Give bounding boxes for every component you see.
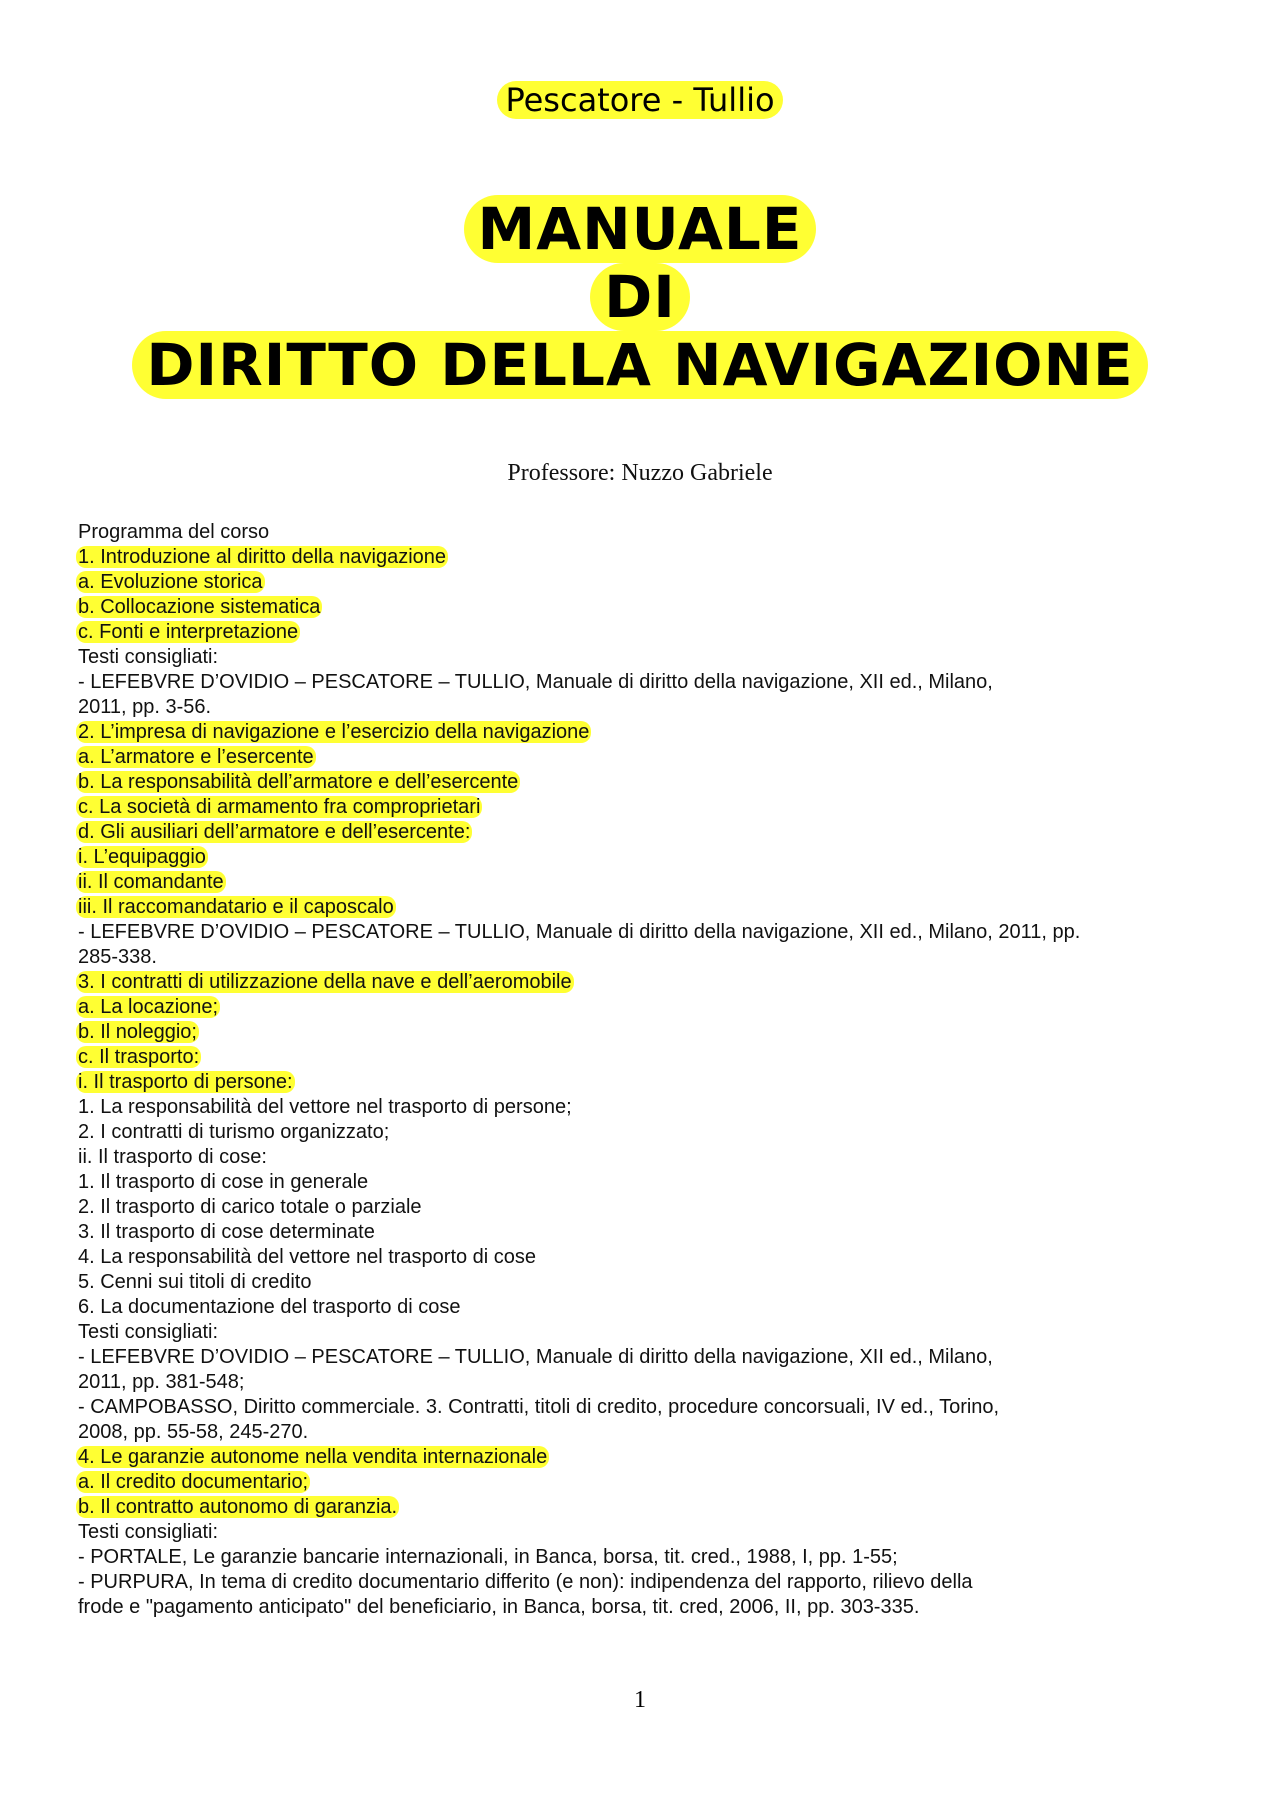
highlighted-text: b. La responsabilità dell’armatore e dell’esercente	[78, 771, 519, 793]
program-line	[78, 595, 1208, 620]
program-line	[78, 1495, 1208, 1520]
program-line	[78, 1295, 1208, 1320]
program-line	[78, 520, 1208, 545]
highlighted-text: c. La società di armamento fra comproprietari	[78, 796, 481, 818]
program-line	[78, 845, 1208, 870]
title-line	[0, 331, 1280, 399]
highlighted-text: a. Il credito documentario;	[78, 1471, 309, 1493]
title-line-2: DI	[590, 263, 690, 331]
program-line	[78, 895, 1208, 920]
line-text: ii. Il trasporto di cose:	[78, 1146, 267, 1168]
line-text: frode e "pagamento anticipato" del beneficiario, in Banca, borsa, tit. cred, 2006, II, pp. 303-335.	[78, 1596, 920, 1618]
highlighted-text: 3. I contratti di utilizzazione della nave e dell’aeromobile	[78, 971, 572, 993]
program-line	[78, 720, 1208, 745]
program-line	[78, 570, 1208, 595]
authors-heading	[0, 80, 1280, 120]
highlighted-text: a. Evoluzione storica	[78, 571, 263, 593]
line-text: 285-338.	[78, 946, 157, 968]
authors-text: Pescatore - Tullio	[497, 81, 782, 119]
line-text: Programma del corso	[78, 521, 270, 543]
line-text: - LEFEBVRE D’OVIDIO – PESCATORE – TULLIO, Manuale di diritto della navigazione, XII ed., Milano,	[78, 671, 993, 693]
program-line	[78, 545, 1208, 570]
highlighted-text: iii. Il raccomandatario e il caposcalo	[78, 896, 394, 918]
highlighted-text: b. Collocazione sistematica	[78, 596, 321, 618]
program-line	[78, 1520, 1208, 1545]
highlighted-text: 2. L’impresa di navigazione e l’esercizio della navigazione	[78, 721, 590, 743]
highlighted-text: 1. Introduzione al diritto della navigazione	[78, 546, 447, 568]
line-text: Testi consigliati:	[78, 646, 219, 668]
highlighted-text: a. L’armatore e l’esercente	[78, 746, 314, 768]
program-line	[78, 870, 1208, 895]
line-text: - LEFEBVRE D’OVIDIO – PESCATORE – TULLIO, Manuale di diritto della navigazione, XII ed., Milano, 2011, pp.	[78, 921, 1081, 943]
program-line	[78, 1095, 1208, 1120]
program-line	[78, 1570, 1208, 1595]
program-line	[78, 1320, 1208, 1345]
program-line	[78, 945, 1208, 970]
program-line	[78, 1470, 1208, 1495]
program-line	[78, 695, 1208, 720]
line-text: 2008, pp. 55-58, 245-270.	[78, 1421, 309, 1443]
course-program	[78, 520, 1208, 1620]
program-line	[78, 1170, 1208, 1195]
professor-line: Professore: Nuzzo Gabriele	[507, 460, 773, 486]
program-line	[78, 670, 1208, 695]
line-text: Testi consigliati:	[78, 1321, 219, 1343]
highlighted-text: i. Il trasporto di persone:	[78, 1071, 293, 1093]
program-line	[78, 995, 1208, 1020]
highlighted-text: c. Il trasporto:	[78, 1046, 200, 1068]
line-text: 5. Cenni sui titoli di credito	[78, 1271, 312, 1293]
line-text: - PORTALE, Le garanzie bancarie internazionali, in Banca, borsa, tit. cred., 1988, I, pp. 1-55;	[78, 1546, 898, 1568]
line-text: 3. Il trasporto di cose determinate	[78, 1221, 375, 1243]
program-line	[78, 920, 1208, 945]
program-line	[78, 1370, 1208, 1395]
document-title	[0, 195, 1280, 399]
line-text: - PURPURA, In tema di credito documentario differito (e non): indipendenza del rapporto, rilievo della	[78, 1571, 973, 1593]
title-line	[0, 263, 1280, 331]
title-line-3: DIRITTO DELLA NAVIGAZIONE	[132, 331, 1147, 399]
line-text: 2011, pp. 3-56.	[78, 696, 212, 718]
page-number: 1	[634, 1687, 646, 1713]
program-line	[78, 1420, 1208, 1445]
line-text: 1. La responsabilità del vettore nel trasporto di persone;	[78, 1096, 572, 1118]
line-text: 6. La documentazione del trasporto di cose	[78, 1296, 461, 1318]
line-text: 2. Il trasporto di carico totale o parziale	[78, 1196, 422, 1218]
line-text: 2. I contratti di turismo organizzato;	[78, 1121, 390, 1143]
highlighted-text: c. Fonti e interpretazione	[78, 621, 299, 643]
title-line	[0, 195, 1280, 263]
program-line	[78, 1045, 1208, 1070]
program-line	[78, 1270, 1208, 1295]
highlighted-text: b. Il contratto autonomo di garanzia.	[78, 1496, 398, 1518]
program-line	[78, 795, 1208, 820]
program-line	[78, 1445, 1208, 1470]
highlighted-text: a. La locazione;	[78, 996, 219, 1018]
program-line	[78, 1345, 1208, 1370]
line-text: - CAMPOBASSO, Diritto commerciale. 3. Contratti, titoli di credito, procedure concorsuali, IV ed., Torino,	[78, 1396, 1000, 1418]
program-line	[78, 770, 1208, 795]
title-line-1: MANUALE	[464, 195, 817, 263]
program-line	[78, 1070, 1208, 1095]
program-line	[78, 1545, 1208, 1570]
program-line	[78, 1145, 1208, 1170]
line-text: 2011, pp. 381-548;	[78, 1371, 245, 1393]
highlighted-text: 4. Le garanzie autonome nella vendita internazionale	[78, 1446, 548, 1468]
program-line	[78, 1195, 1208, 1220]
program-line	[78, 820, 1208, 845]
highlighted-text: i. L’equipaggio	[78, 846, 206, 868]
highlighted-text: ii. Il comandante	[78, 871, 224, 893]
program-line	[78, 745, 1208, 770]
highlighted-text: d. Gli ausiliari dell’armatore e dell’esercente:	[78, 821, 471, 843]
program-line	[78, 1395, 1208, 1420]
highlighted-text: b. Il noleggio;	[78, 1021, 197, 1043]
line-text: Testi consigliati:	[78, 1521, 219, 1543]
line-text: - LEFEBVRE D’OVIDIO – PESCATORE – TULLIO, Manuale di diritto della navigazione, XII ed., Milano,	[78, 1346, 993, 1368]
program-line	[78, 1245, 1208, 1270]
program-line	[78, 1120, 1208, 1145]
program-line	[78, 1020, 1208, 1045]
line-text: 4. La responsabilità del vettore nel trasporto di cose	[78, 1246, 537, 1268]
program-line	[78, 1595, 1208, 1620]
program-line	[78, 620, 1208, 645]
program-line	[78, 645, 1208, 670]
program-line	[78, 1220, 1208, 1245]
program-line	[78, 970, 1208, 995]
line-text: 1. Il trasporto di cose in generale	[78, 1171, 369, 1193]
